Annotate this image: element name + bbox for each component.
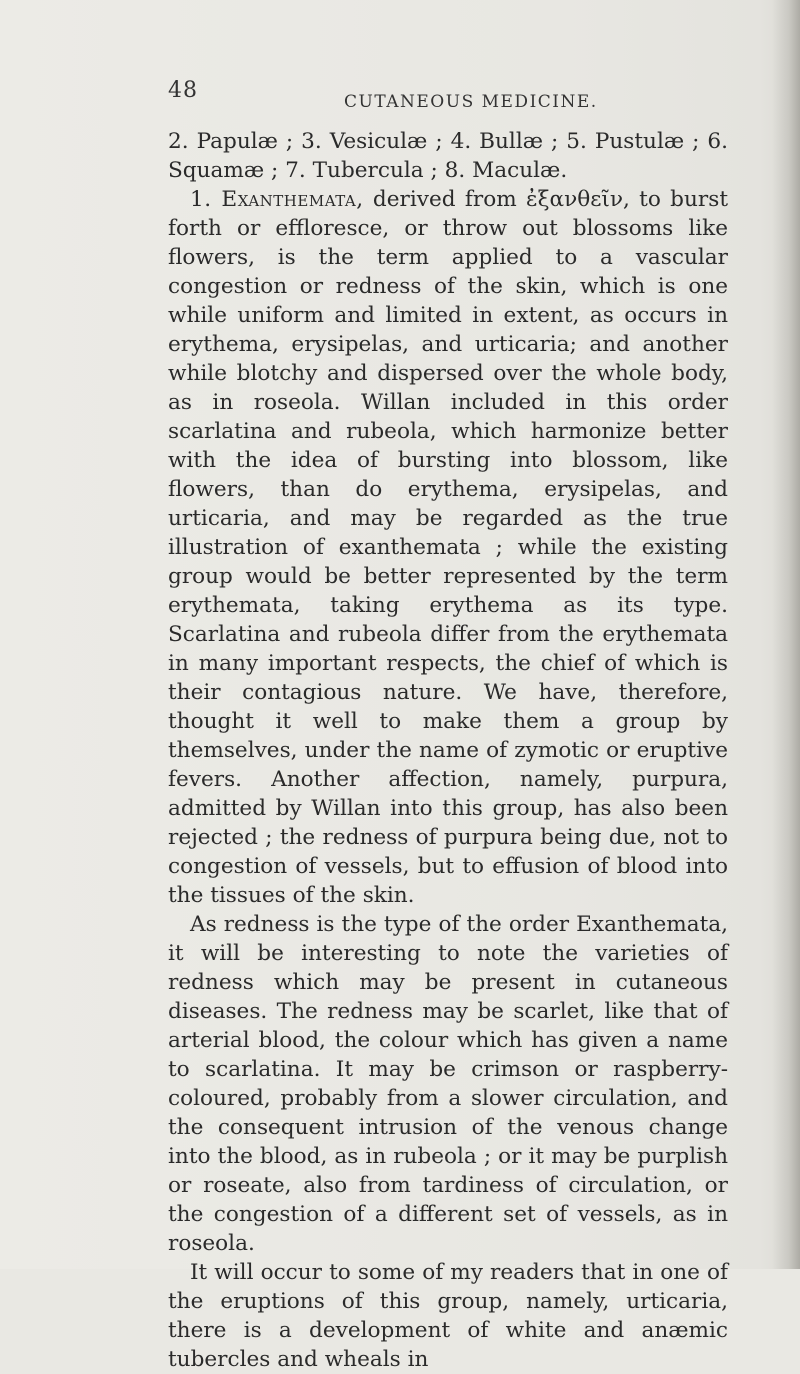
paragraph-redness: As redness is the type of the order Exanthemata, it will be interesting to note the varieties of redness which may be present in cutaneous diseases. The redness may be scarlet, like that of arterial blood, the colour which has given a name to scarlatina. It may be crimson or raspberry-coloured, probably from a slower circulation, and the consequent intrusion of the venous change into the blood, as in rubeola ; or it may be purplish or roseate, also from tardiness of circulation, or the congestion of a different set of vessels, as in roseola. — [168, 912, 728, 1256]
page-header — [168, 78, 728, 118]
paragraph-list-continuation: 2. Papulæ ; 3. Vesiculæ ; 4. Bullæ ; 5. Pustulæ ; 6. Squamæ ; 7. Tubercula ; 8. Maculæ. — [168, 129, 728, 183]
exanthemata-heading: 1. Exanthemata, — [190, 187, 364, 212]
page-number: 48 — [168, 78, 198, 103]
running-head: CUTANEOUS MEDICINE. — [344, 92, 598, 112]
paragraph-urticaria: It will occur to some of my readers that in one of the eruptions of this group, namely, urticaria, there is a development of white and anæmic tubercles and wheals in — [168, 1260, 728, 1372]
body-text — [168, 127, 728, 1374]
page-edge-shadow — [772, 0, 800, 1269]
paragraph-exanthemata — [168, 185, 728, 910]
exanthemata-text: derived from ἐξανθεῖν, to burst forth or effloresce, or throw out blossoms like flowers, is the term applied to a vascular congestion or redness of the skin, which is one while uniform and limited in extent, as occurs in erythema, erysipelas, and urticaria; and another while blotchy and dispersed over the whole body, as in roseola. Willan included in this order scarlatina and rubeola, which harmonize better with the idea of bursting into blossom, like flowers, than do erythema, erysipelas, and urticaria, and may be regarded as the true illustration of exanthemata ; while the existing group would be better represented by the term erythemata, taking erythema as its type. Scarlatina and rubeola differ from the erythemata in many important respects, the chief of which is their contagious nature. We have, therefore, thought it well to make them a group by themselves, under the name of zymotic or eruptive fevers. Another affection, namely, purpura, admitted by Willan into this group, has also been rejected ; the redness of purpura being due, not to congestion of vessels, but to effusion of blood into the tissues of the skin. — [168, 187, 728, 908]
